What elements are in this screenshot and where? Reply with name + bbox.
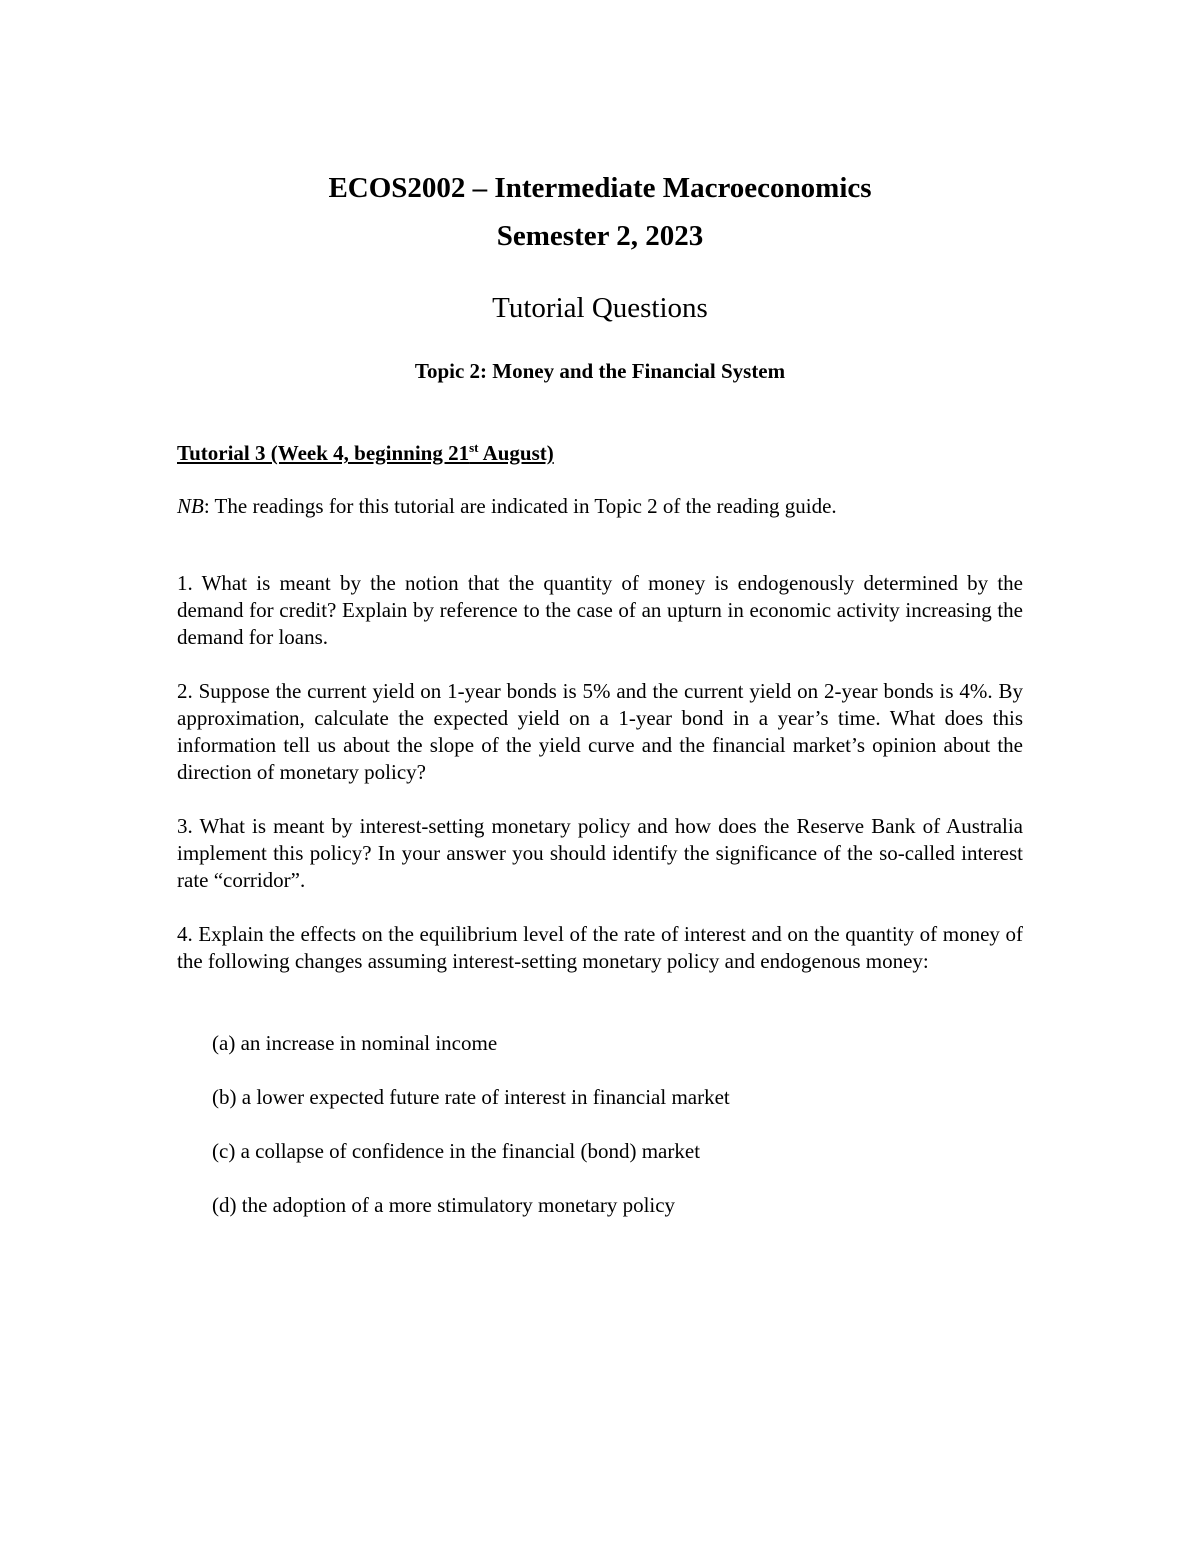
sub-item-c [212,1137,700,1165]
tutorial-heading-prefix: Tutorial 3 (Week 4, beginning 21 [177,441,470,465]
semester-heading: Semester 2, 2023 [496,220,704,252]
question-3 [177,813,1023,894]
sub-item-d [212,1191,675,1219]
question-text: What is meant by interest-setting monetary policy and how does the Reserve Bank of Australia implement this policy? In your answer you should identify the significance of the so-called interest rate “corridor”. [177,814,1024,892]
question-number: 1. [177,571,193,595]
topic-heading: Topic 2: Money and the Financial System [414,359,786,383]
sub-item-text: the adoption of a more stimulatory monetary policy [241,1193,676,1217]
question-1 [177,570,1023,651]
tutorial-heading-suffix: August) [478,441,554,465]
question-text: Suppose the current yield on 1-year bonds is 5% and the current yield on 2-year bonds is 4%. By approximation, calculate the expected yield on a 1-year bond in a year’s time. What does this information tell us about the slope of the yield curve and the financial market’s opinion about the direction of monetary policy? [177,679,1023,784]
course-title: ECOS2002 – Intermediate Macroeconomics [328,172,872,204]
question-number: 3. [177,814,193,838]
sub-item-label: (a) [212,1031,236,1055]
question-2 [177,678,1023,786]
sub-item-b [212,1083,730,1111]
sub-item-text: a collapse of confidence in the financial (bond) market [240,1139,701,1163]
reading-note [177,492,837,520]
sub-item-a [212,1029,497,1057]
note-text: : The readings for this tutorial are indicated in Topic 2 of the reading guide. [203,494,837,518]
question-number: 4. [177,922,193,946]
note-label: NB [177,494,204,518]
question-number: 2. [177,679,193,703]
sub-item-label: (d) [212,1193,237,1217]
sub-item-label: (b) [212,1085,237,1109]
document-type-heading: Tutorial Questions [492,292,708,324]
tutorial-heading [177,439,554,467]
question-text: Explain the effects on the equilibrium level of the rate of interest and on the quantity of money of the following changes assuming interest-setting monetary policy and endogenous money: [177,922,1023,973]
sub-item-text: an increase in nominal income [240,1031,498,1055]
tutorial-heading-superscript: st [469,440,479,455]
sub-item-label: (c) [212,1139,236,1163]
question-4 [177,921,1023,975]
sub-item-text: a lower expected future rate of interest in financial market [241,1085,730,1109]
question-text: What is meant by the notion that the quantity of money is endogenously determined by the demand for credit? Explain by reference to the case of an upturn in economic activity increasing the demand for loans. [177,571,1023,649]
